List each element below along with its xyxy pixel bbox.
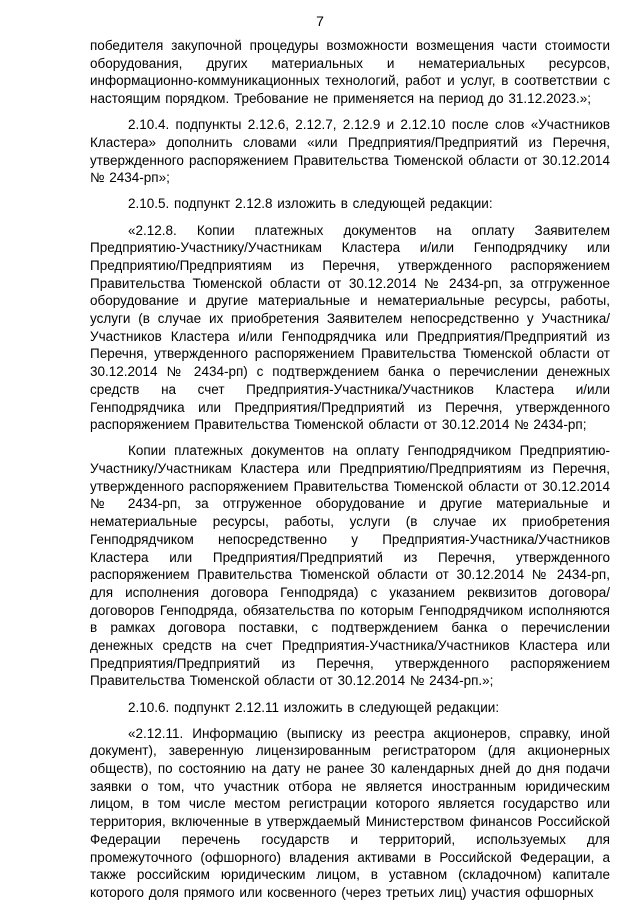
- page-number: 7: [316, 13, 324, 29]
- paragraph-2-10-5: 2.10.5. подпункт 2.12.8 изложить в следующей редакции:: [128, 196, 493, 212]
- paragraph-2-12-11: «2.12.11. Информацию (выписку из реестра акционеров, справку, иной документ), заверенную лицензированным регистратором (для акционерных обществ), по состоянию на дату не ранее 30 календарных дней до дня подачи заявки о том, что участник отбора не является иностранным юридическим лицом, в том числе местом регистрации которого является государство или территория, включенные в утверждаемый Министерством финансов Российской Федерации перечень государств и территорий, используемых для промежуточного (офшорного) владения активами в Российской Федерации, а также российским юридическим лицом, в уставном (складочном) капитале которого доля прямого или косвенного (через третьих лиц) участия офшорных: [90, 725, 610, 900]
- paragraph-continuation: победителя закупочной процедуры возможности возмещения части стоимости оборудования, других материальных и нематериальных ресурсов, информационно-коммуникационных технологий, работ и услуг, в соответствии с настоящим порядком. Требование не применяется на период до 31.12.2023.»;: [90, 38, 610, 107]
- document-body: [90, 37, 610, 902]
- paragraph-2-12-8: «2.12.8. Копии платежных документов на оплату Заявителем Предприятию-Участнику/Участникам Кластера и/или Генподрядчику или Предприятию/Предприятиям из Перечня, утвержденного распоряжением Правительства Тюменской области от 30.12.2014 № 2434-рп, за отгруженное оборудование и другие материальные и нематериальные ресурсы, работы, услуги (в случае их приобретения Заявителем непосредственно у Участника/Участников Кластера и/или Генподрядчика или Предприятия/Предприятий из Перечня, утвержденного распоряжением Правительства Тюменской области от 30.12.2014 № 2434-рп) с подтверждением банка о перечислении денежных средств на счет Предприятия-Участника/Участников Кластера и/или Генподрядчика или Предприятия/Предприятий из Перечня, утвержденного распоряжением Правительства Тюменской области от 30.12.2014 № 2434-рп;: [90, 222, 610, 433]
- paragraph-2-10-6: 2.10.6. подпункт 2.12.11 изложить в следующей редакции:: [128, 699, 500, 715]
- paragraph-2-10-4: 2.10.4. подпункты 2.12.6, 2.12.7, 2.12.9 и 2.12.10 после слов «Участников Кластера» дополнить словами «или Предприятия/Предприятий из Перечня, утвержденного распоряжением Правительства Тюменской области от 30.12.2014 № 2434-рп»;: [90, 117, 610, 186]
- paragraph-general-contractor-copies: Копии платежных документов на оплату Генподрядчиком Предприятию-Участнику/Участникам Кластера или Предприятию/Предприятиям из Перечня, утвержденного распоряжением Правительства Тюменской области от 30.12.2014 № 2434-рп, за отгруженное оборудование и другие материальные и нематериальные ресурсы, работы, услуги (в случае их приобретения Генподрядчиком непосредственно у Предприятия-Участника/Участников Кластера или Предприятия/Предприятий из Перечня, утвержденного распоряжением Правительства Тюменской области от 30.12.2014 № 2434-рп, для исполнения договора Генподряда) с указанием реквизитов договора/договоров Генподряда, обязательства по которым Генподрядчиком исполняются в рамках договора поставки, с подтверждением банка о перечислении денежных средств на счет Предприятия-Участника/Участников Кластера или Предприятия/Предприятий из Перечня, утвержденного распоряжением Правительства Тюменской области от 30.12.2014 № 2434-рп.»;: [90, 443, 610, 689]
